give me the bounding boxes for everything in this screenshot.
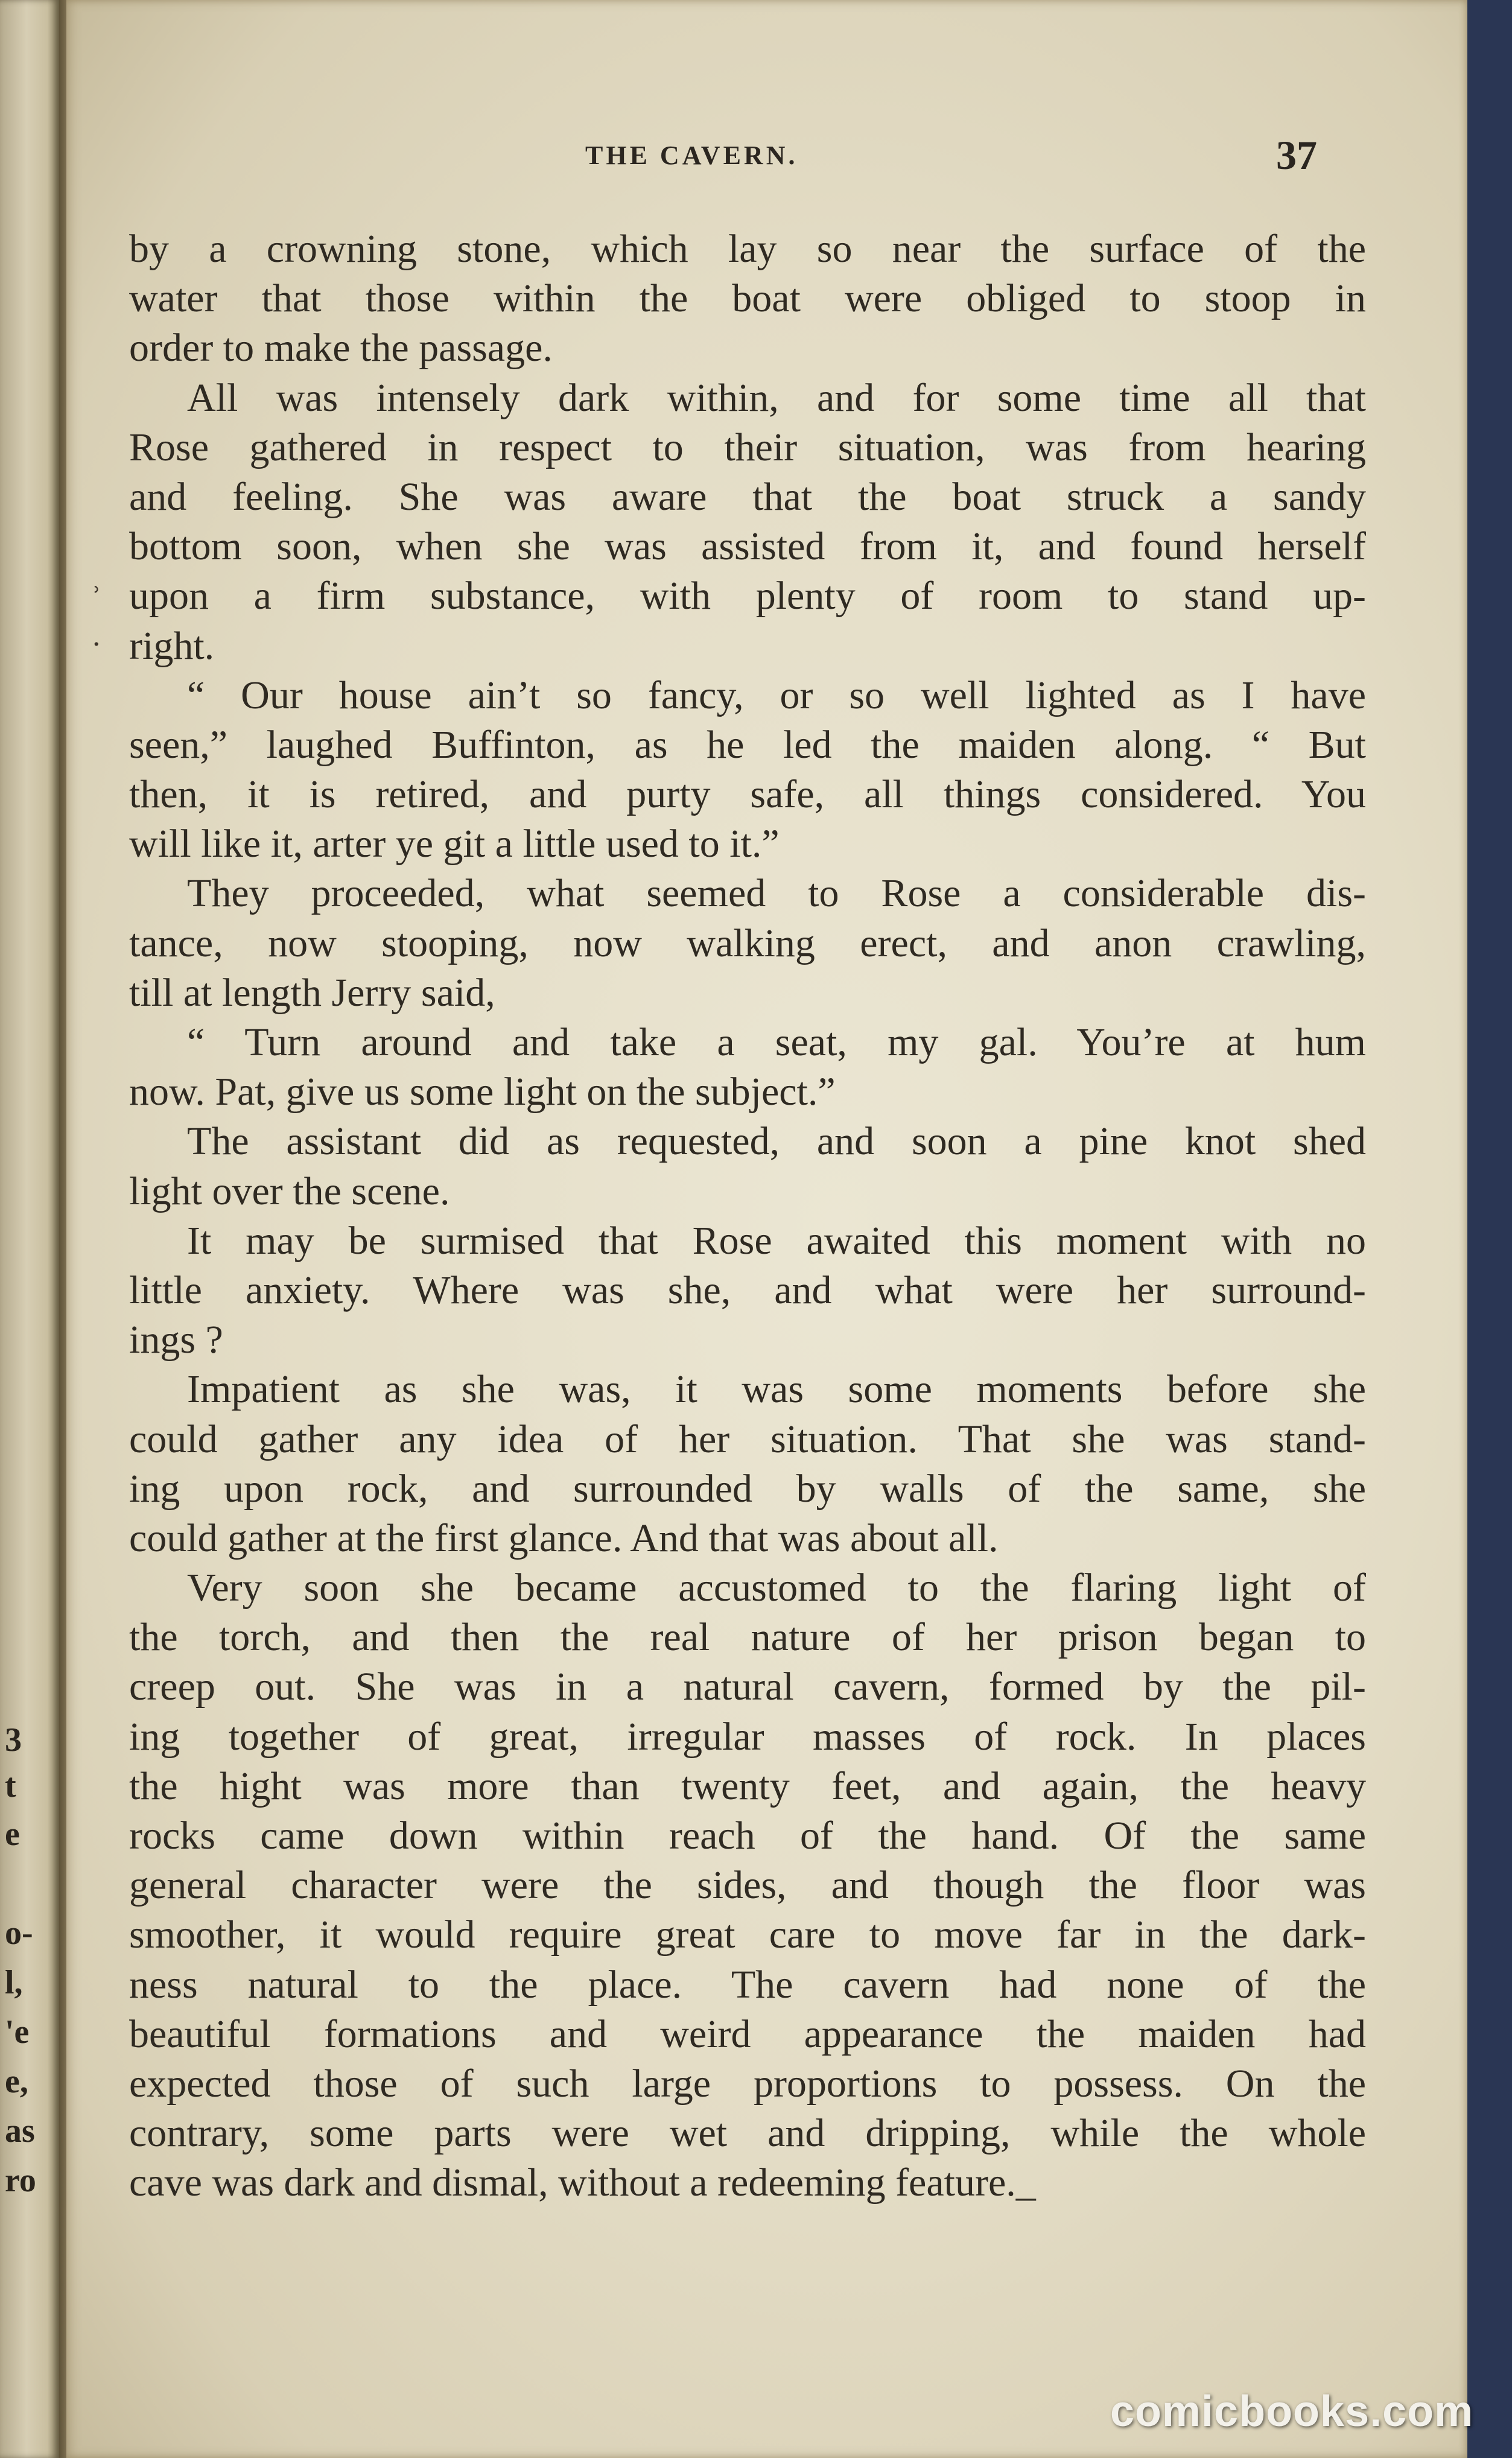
page-number: 37 xyxy=(1276,132,1317,178)
prev-page-fragment: o- xyxy=(5,1914,33,1952)
text-line: Rose gathered in respect to their situation, was from hearing xyxy=(129,425,1366,469)
book-page xyxy=(66,0,1467,2458)
text-line: then, it is retired, and purty safe, all things considered. You xyxy=(129,772,1366,817)
text-line: the torch, and then the real nature of her prison began to xyxy=(129,1615,1366,1660)
previous-page-edge xyxy=(0,0,59,2458)
text-line: cave was dark and dismal, without a redeeming feature._ xyxy=(129,2161,1036,2205)
text-line: creep out. She was in a natural cavern, formed by the pil- xyxy=(129,1665,1366,1709)
text-line: till at length Jerry said, xyxy=(129,970,495,1015)
prev-page-fragment: t xyxy=(5,1767,16,1805)
text-line: beautiful formations and weird appearance the maiden had xyxy=(129,2012,1366,2056)
running-title: THE CAVERN. xyxy=(585,141,798,170)
text-line: the hight was more than twenty feet, and again, the heavy xyxy=(129,1764,1366,1808)
text-line: ness natural to the place. The cavern had none of the xyxy=(129,1962,1366,2007)
text-line: will like it, arter ye git a little used to it.” xyxy=(129,822,780,866)
running-head xyxy=(66,134,1467,182)
text-line: water that those within the boat were obliged to stoop in xyxy=(129,276,1366,321)
text-line: ing upon rock, and surrounded by walls of the same, she xyxy=(129,1466,1366,1511)
text-line: contrary, some parts were wet and dripping, while the whole xyxy=(129,2111,1366,2156)
text-line: tance, now stooping, now walking erect, and anon crawling, xyxy=(129,921,1366,965)
text-line: little anxiety. Where was she, and what were her surround- xyxy=(129,1268,1366,1312)
text-line: general character were the sides, and though the floor was xyxy=(129,1863,1366,1908)
text-line: rocks came down within reach of the hand. Of the same xyxy=(129,1814,1366,1858)
text-line: by a crowning stone, which lay so near the surface of the xyxy=(129,227,1366,271)
text-line: “ Turn around and take a seat, my gal. You’re at hum xyxy=(187,1020,1366,1064)
text-line: expected those of such large proportions to possess. On the xyxy=(129,2061,1366,2106)
text-line: They proceeded, what seemed to Rose a considerable dis- xyxy=(187,871,1366,916)
text-line: light over the scene. xyxy=(129,1169,450,1213)
prev-page-fragment: 3 xyxy=(5,1721,22,1759)
watermark: comicbooks.com xyxy=(1110,2387,1474,2436)
text-line: All was intensely dark within, and for some time all that xyxy=(187,375,1366,420)
text-line: The assistant did as requested, and soon a pine knot shed xyxy=(187,1119,1366,1164)
text-line: ing together of great, irregular masses of rock. In places xyxy=(129,1714,1366,1759)
margin-mark: ʾ xyxy=(91,580,103,619)
prev-page-fragment: e, xyxy=(5,2063,28,2100)
text-line: and feeling. She was aware that the boat struck a sandy xyxy=(129,474,1366,519)
text-line: could gather any idea of her situation. That she was stand- xyxy=(129,1417,1366,1461)
prev-page-fragment: as xyxy=(5,2112,35,2150)
text-line: Very soon she became accustomed to the flaring light of xyxy=(187,1566,1366,1610)
text-line: seen,” laughed Buffinton, as he led the maiden along. “ But xyxy=(129,722,1366,767)
text-line: bottom soon, when she was assisted from it, and found herself xyxy=(129,524,1366,569)
prev-page-fragment: ro xyxy=(5,2162,36,2199)
text-line: now. Pat, give us some light on the subject.” xyxy=(129,1070,836,1114)
prev-page-fragment: 'e xyxy=(5,2013,30,2051)
text-line: Impatient as she was, it was some moments before she xyxy=(187,1367,1366,1412)
text-line: right. xyxy=(129,623,215,668)
prev-page-fragment: e xyxy=(5,1815,20,1853)
text-line: ings ? xyxy=(129,1318,223,1362)
text-line: could gather at the first glance. And that was about all. xyxy=(129,1516,999,1560)
prev-page-fragment: l, xyxy=(5,1964,23,2001)
text-line: “ Our house ain’t so fancy, or so well lighted as I have xyxy=(187,673,1366,717)
text-line: upon a firm substance, with plenty of room to stand up- xyxy=(129,574,1366,618)
body-text xyxy=(129,224,1366,2208)
text-line: order to make the passage. xyxy=(129,326,553,370)
text-line: smoother, it would require great care to move far in the dark- xyxy=(129,1913,1366,1957)
margin-mark: ˙ xyxy=(91,634,103,673)
text-line: It may be surmised that Rose awaited this moment with no xyxy=(187,1218,1366,1263)
